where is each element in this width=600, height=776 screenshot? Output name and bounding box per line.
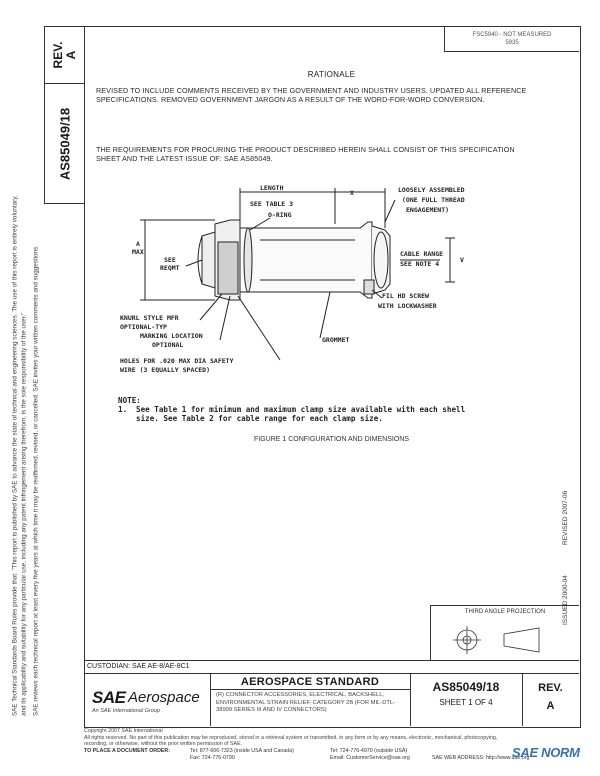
rights-text-2: recording, or otherwise, without the prior written permission of SAE. xyxy=(84,741,243,748)
number-cell xyxy=(410,674,523,726)
label-reqmt: REQMT xyxy=(160,264,180,272)
doc-number: AS85049/18 xyxy=(432,680,500,694)
tel-outside: Tel: 724-776-4970 (outside USA) xyxy=(330,748,408,754)
side-dates xyxy=(540,440,576,625)
label-x: X xyxy=(350,189,354,197)
logo-sae: SAE xyxy=(92,688,126,707)
configuration-figure xyxy=(110,180,530,390)
label-a: A xyxy=(136,240,140,248)
label-length: LENGTH xyxy=(260,184,284,192)
fsc-line-2: 5935 xyxy=(505,40,519,46)
connector-drawing xyxy=(110,180,530,390)
note-number: 1. xyxy=(118,405,128,414)
disclaimer-line-1: SAE Technical Standards Board Rules provide that: "This report is published by SAE to advance the state of technical and engineering sciences. The use of this report is entirely voluntary, and its applicability and suitability for any particular use, including any patent infringement arising therefrom, is the sole responsibility of the user." xyxy=(11,195,27,716)
requirements-text: THE REQUIREMENTS FOR PROCURING THE PRODUCT DESCRIBED HEREIN SHALL CONSIST OF THIS SPECIFICATION SHEET AND THE LATEST ISSUE OF: SAE AS85049. xyxy=(96,145,515,163)
label-optional: OPTIONAL xyxy=(152,341,184,349)
logo-aerospace: Aerospace xyxy=(128,689,200,706)
label-see-note4: SEE NOTE 4 xyxy=(400,260,440,268)
side-doc-number-box xyxy=(44,84,84,204)
left-column xyxy=(44,26,84,726)
title-block xyxy=(84,673,579,726)
label-knurl: KNURL STYLE MFR xyxy=(120,314,179,322)
note-heading: NOTE: xyxy=(118,396,141,405)
fax: Fax: 724-776-0790 xyxy=(190,754,235,761)
note-line-1: See Table 1 for minimum and maximum clamp size available with each shell xyxy=(136,405,466,414)
standard-title: AEROSPACE STANDARD xyxy=(210,676,410,690)
rights-text: All rights reserved. No part of this publication may be reproduced, stored in a retrieval system or transmitted, in any form or by any means, electronic, mechanical, photocopying, xyxy=(84,734,498,741)
label-fil-hd: FIL HD SCREW xyxy=(382,292,429,300)
label-holes: HOLES FOR .020 MAX DIA SAFETY xyxy=(120,357,234,365)
label-lockwasher: WITH LOCKWASHER xyxy=(378,302,437,310)
label-marking: MARKING LOCATION xyxy=(140,332,203,340)
notes-block xyxy=(118,396,538,423)
label-see: SEE xyxy=(164,256,176,264)
standard-cell xyxy=(210,674,411,726)
label-oring: O-RING xyxy=(268,211,292,219)
issued-date: ISSUED 2000-04 xyxy=(562,575,569,625)
note-line-2: size. See Table 2 for cable range for each clamp size. xyxy=(136,414,383,423)
email: Email: CustomerService@sae.org xyxy=(330,754,410,761)
side-doc-number: AS85049/18 xyxy=(57,107,72,180)
label-max: MAX xyxy=(132,248,144,256)
standard-description: (R) CONNECTOR ACCESSORIES, ELECTRICAL, BACKSHELL, ENVIRONMENTAL STRAIN RELIEF, CATEGORY 2B (FOR MIL-DTL-38999 SERIES III AND IV CONNECTORS) xyxy=(216,692,396,713)
projection-symbol-icon xyxy=(449,622,559,658)
logo-cell xyxy=(84,674,211,726)
copyright: Copyright 2007 SAE International xyxy=(84,728,163,734)
projection-box xyxy=(430,605,579,660)
side-rev-label: REV. xyxy=(50,41,65,69)
disclaimer-block xyxy=(4,186,48,716)
label-see-table3: SEE TABLE 3 xyxy=(250,200,294,208)
web-address-link[interactable]: SAE WEB ADDRESS: http://www.sae.org xyxy=(432,755,530,761)
watermark: SAE NORM xyxy=(512,745,580,760)
label-full-thread: (ONE FULL THREAD xyxy=(402,196,465,204)
order-label: TO PLACE A DOCUMENT ORDER: xyxy=(84,748,171,754)
disclaimer-line-2: SAE reviews each technical report at least every five years at which time it may be reaffirmed, revised, or cancelled. SAE invites your written comments and suggestions. xyxy=(32,245,40,716)
sheet-number: SHEET 1 OF 4 xyxy=(439,698,493,707)
rationale-heading: RATIONALE xyxy=(307,70,356,79)
revised-date: REVISED 2007-06 xyxy=(562,490,569,545)
side-rev-box xyxy=(44,26,84,84)
projection-label: THIRD ANGLE PROJECTION xyxy=(464,609,546,615)
side-rev-value: A xyxy=(63,50,78,60)
custodian-row: CUSTODIAN: SAE AE-8/AE-8C1 xyxy=(84,660,579,673)
logo-subtitle: An SAE International Group xyxy=(92,708,160,714)
tel-inside: Tel: 877-606-7323 (inside USA and Canada) xyxy=(190,748,294,754)
rev-label: REV. xyxy=(538,682,563,694)
footer xyxy=(84,728,584,748)
fsc-line-1: FSC5940 - NOT MEASURED xyxy=(472,32,552,38)
rationale-text: REVISED TO INCLUDE COMMENTS RECEIVED BY THE GOVERNMENT AND INDUSTRY USERS. UPDATED ALL REFERENCE SPECIFICATIONS. REMOVED GOVERNMENT JARGON AS A RESULT OF THE WORD-FOR-WORD CONVERSION. xyxy=(96,86,527,104)
label-grommet: GROMMET xyxy=(322,336,350,344)
fsc-box xyxy=(444,26,579,52)
label-engagement: ENGAGEMENT) xyxy=(406,206,450,214)
rev-value: A xyxy=(546,700,555,712)
label-wire: WIRE (3 EQUALLY SPACED) xyxy=(120,366,211,374)
label-loosely: LOOSELY ASSEMBLED xyxy=(398,186,465,194)
rev-cell xyxy=(522,674,579,726)
figure-caption: FIGURE 1 CONFIGURATION AND DIMENSIONS xyxy=(253,436,410,443)
label-optional-typ: OPTIONAL-TYP xyxy=(120,323,167,331)
label-cable-range: CABLE RANGE xyxy=(400,250,444,258)
label-v: V xyxy=(460,256,464,264)
